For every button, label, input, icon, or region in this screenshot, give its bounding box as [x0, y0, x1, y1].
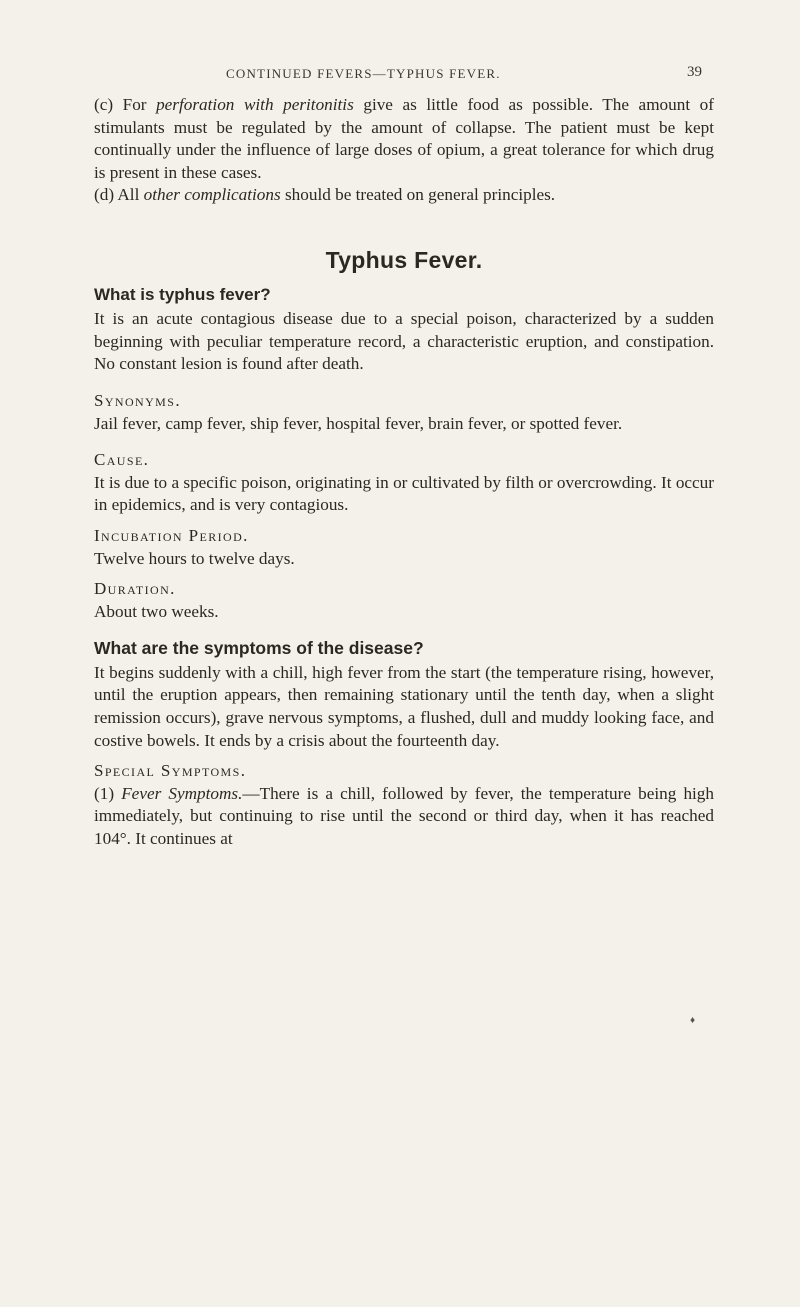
- item-1-text: —There is a chill, followed by fever, the temperature being high immediately, but continuing to rise until the second or third day, when it has reached 104°. It continues at: [94, 783, 714, 849]
- paragraph-d: [94, 184, 714, 207]
- item-1-italic: Fever Symptoms.: [121, 783, 243, 803]
- incubation-text: Twelve hours to twelve days.: [94, 548, 295, 568]
- item-c-label: (c) For: [94, 95, 157, 114]
- synonyms-text: Jail fever, camp fever, ship fever, hospital fever, brain fever, or spotted fever.: [94, 413, 623, 433]
- question-1: What is typhus fever?: [94, 284, 271, 304]
- answer-2: It begins suddenly with a chill, high fever from the start (the temperature rising, however, until the eruption appears, then remaining stationary until the tenth day, when a slight remission occurs), grave nervous symptoms, a flushed, dull and muddy looking face, and costive bowels. It ends by a crisis about the fourteenth day.: [94, 662, 714, 750]
- running-head: [0, 66, 800, 90]
- paragraph-c: [94, 94, 714, 184]
- incubation-label: Incubation Period.: [94, 525, 249, 545]
- duration-label: Duration.: [94, 579, 176, 599]
- answer-1: It is an acute contagious disease due to a special poison, characterized by a sudden beginning with peculiar temperature record, a characteristic eruption, and constipation. No constant lesion is found after death.: [94, 309, 714, 374]
- item-c-italic: perforation with peritonitis: [156, 95, 354, 114]
- item-d-italic: other complications: [143, 185, 281, 205]
- synonyms-label: Synonyms.: [94, 390, 181, 410]
- question-2: What are the symptoms of the disease?: [94, 638, 424, 659]
- body-text: [94, 94, 714, 851]
- item-1-label: (1): [94, 783, 122, 803]
- ink-speck-decoration: ♦: [690, 1015, 696, 1026]
- cause-text: It is due to a specific poison, originating in or cultivated by filth or overcrowding. It occur in epidemics, and is very contagious.: [94, 472, 714, 515]
- item-d-label: (d) All: [94, 185, 144, 205]
- item-c-text: give as little food as possible. The amount of stimulants must be regulated by the amount of collapse. The patient must be kept continually under the influence of large doses of opium, a great tolerance for which drug is present in these cases.: [94, 95, 714, 182]
- item-d-text: should be treated on general principles.: [280, 185, 556, 205]
- special-symptoms-item-1: [94, 783, 714, 851]
- duration-text: About two weeks.: [94, 601, 219, 621]
- section-heading: Typhus Fever.: [325, 246, 483, 273]
- page-number: 39: [687, 64, 702, 80]
- special-symptoms-label: Special Symptoms.: [94, 761, 247, 781]
- cause-label: Cause.: [94, 450, 150, 470]
- running-head-title: CONTINUED FEVERS—TYPHUS FEVER.: [226, 66, 501, 81]
